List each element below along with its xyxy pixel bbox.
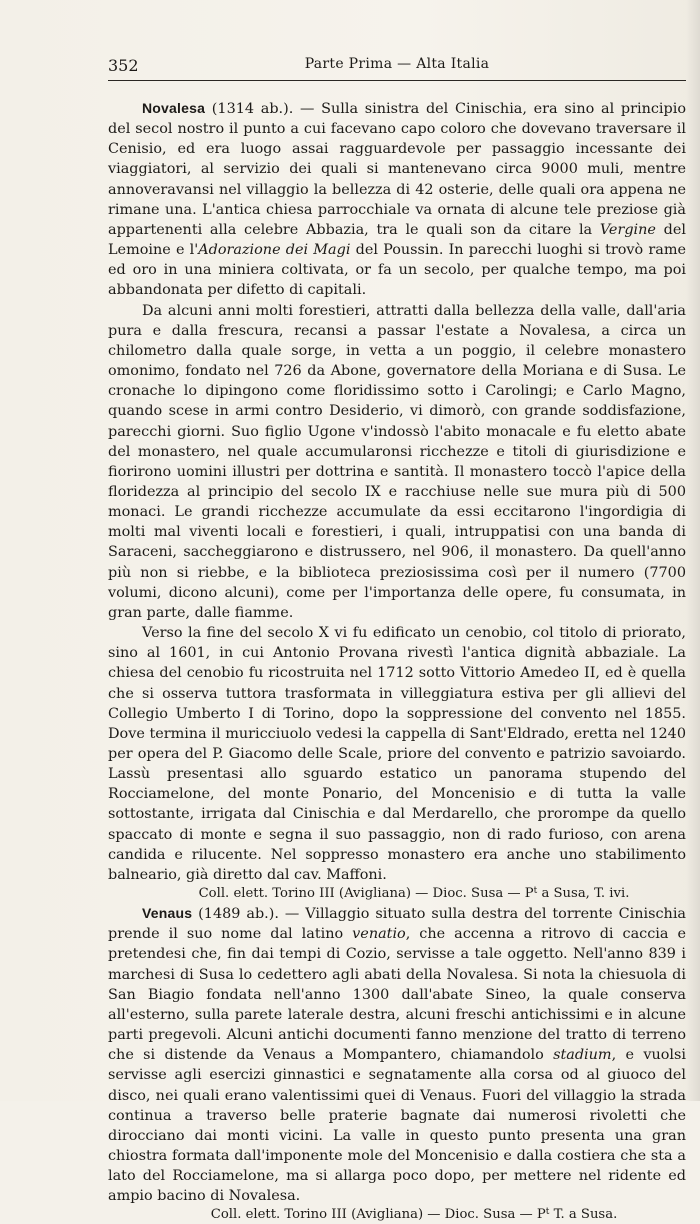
venaus-coll-sup: t <box>545 1207 550 1218</box>
entry-novalesa <box>108 98 686 903</box>
venaus-coll-text-a: Coll. elett. Torino III (Avigliana) — Dioc. Susa — P <box>210 1207 546 1223</box>
novalesa-paragraph-1 <box>108 98 686 301</box>
venaus-p1-stadium: stadium <box>553 1047 612 1064</box>
novalesa-coll-text-b: a Susa, T. ivi. <box>537 886 630 902</box>
novalesa-paragraph-3: Verso la fine del secolo X vi fu edificato un cenobio, col titolo di priorato, sino al 1601, in cui Antonio Provana rivestì l'antica dignità abbaziale. La chiesa del cenobio fu ricostruita nel 1712 sotto Vittorio Amedeo II, ed è quella che si osserva tuttora trasformata in villeggiatura estiva per gli allievi del Collegio Umberto I di Torino, dopo la soppressione del convento nel 1855. Dove termina il muricciuolo vedesi la cappella di Sant'Eldrado, eretta nel 1240 per opera del P. Giacomo delle Scale, priore del convento e patrizio savoiardo. Lassù presentasi allo sguardo estatico un panorama stupendo del Rocciamelone, del monte Ponario, del Moncenisio e di tutta la valle sottostante, irrigata dal Cinischia e dal Merdarello, che prorompe da quello spaccato di monte e segna il suo passaggio, non di rado furioso, con arena candida e rilucente. Nel soppresso monastero era anche uno stabilimento balneario, già diretto dal cav. Maffoni. <box>108 625 686 883</box>
running-title: Parte Prima — Alta Italia <box>304 56 490 72</box>
novalesa-p1-vergine: Vergine <box>599 221 656 238</box>
page-number: 352 <box>108 56 139 75</box>
venaus-p1-venatio: venatio <box>352 926 406 943</box>
venaus-p1-text-a: (1489 ab.). — Villaggio situato sulla destra del torrente Cinischia prende il suo nome dal latino <box>108 906 686 943</box>
entry-venaus <box>108 903 686 1224</box>
novalesa-p1-text-c: del Poussin. In parecchi luoghi si trovò rame ed oro in una miniera coltivata, or fa un secolo, per qualche tempo, ma poi abbandonata per difetto di capitali. <box>108 242 687 299</box>
page-body <box>108 98 686 1224</box>
venaus-headword: Venaus <box>142 905 193 922</box>
venaus-coll-text-b: T. a Susa. <box>549 1207 618 1223</box>
page-edge-shadow <box>686 0 700 1101</box>
venaus-p1-text-b: , che accenna a ritrovo di caccia e pretendesi che, fin dai tempi di Cozio, servisse a tale oggetto. Nell'anno 839 i marchesi di Susa lo cedettero agli abati della Novalesa. Si nota la chiesuola di San Biagio fondata nell'anno 1300 dall'abate Sineo, la quale conserva all'esterno, sulla parete laterale destra, alcuni freschi antichissimi e in alcune parti pregevoli. Alcuni antichi documenti fanno menzione del tratto di terreno che si distende da Venaus a Mompantero, chiamandolo <box>108 926 686 1064</box>
venaus-collegio-line <box>108 1206 686 1224</box>
novalesa-headword: Novalesa <box>142 100 206 116</box>
novalesa-p1-adorazione: Adorazione dei Magi <box>198 242 351 259</box>
venaus-paragraph-1 <box>108 903 686 1206</box>
page-header <box>108 56 686 76</box>
venaus-p1-text-c: , e vuolsi servisse agli esercizi ginnastici e segnatamente alla corsa od al giuoco del disco, nei quali erano valentissimi quei di Venaus. Fuori del villaggio la strada continua a traverso belle praterie bagnate dai numerosi rivoletti che dirocciano dai monti vicini. La valle in questo punto presenta una gran chiostra formata dall'imponente mole del Moncenisio e dalla costiera che sta a lato del Rocciamelone, ma si allarga poco dopo, per mettere nel ridente ed ampio bacino di Novalesa. <box>108 1047 686 1205</box>
header-rule <box>108 80 686 81</box>
novalesa-coll-text-a: Coll. elett. Torino III (Avigliana) — Dioc. Susa — P <box>198 886 534 902</box>
novalesa-collegio-line <box>108 885 686 903</box>
novalesa-p1-text-b: del Lemoine e l' <box>108 221 686 259</box>
novalesa-coll-sup: t <box>533 886 538 897</box>
novalesa-p1-text-a: (1314 ab.). — Sulla sinistra del Cinischia, era sino al principio del secol nostro il punto a cui facevano capo coloro che dovevano traversare il Cenisio, ed era luogo assai ragguardevole per passaggio incessante dei viaggiatori, al servizio dei quali si mantenevano circa 9000 muli, mentre annoveravansi nel villaggio la bellezza di 42 osterie, delle quali ora appena ne rimane una. L'antica chiesa parrocchiale va ornata di alcune tele preziose già appartenenti alla celebre Abbazia, tra le quali son da citare la <box>108 101 686 238</box>
novalesa-paragraph-2: Da alcuni anni molti forestieri, attratti dalla bellezza della valle, dall'aria pura e dalla frescura, recansi a passar l'estate a Novalesa, a circa un chilometro dalla quale sorge, in vetta a un poggio, il celebre monastero omonimo, fondato nel 726 da Abone, governatore della Moriana e di Susa. Le cronache lo dipingono come floridissimo sotto i Carolingi; e Carlo Magno, quando scese in armi contro Desiderio, vi dimorò, con grande soddisfazione, parecchi giorni. Suo figlio Ugone v'indossò l'abito monacale e fu eletto abate del monastero, nel quale accumularonsi ricchezze e titoli di giurisdizione e fiorirono uomini illustri per dottrina e santità. Il monastero toccò l'apice della floridezza al principio del secolo IX e racchiuse nelle sue mura più di 500 monaci. Le grandi ricchezze accumulate da essi eccitarono l'ingordigia di molti mal viventi locali e forestieri, i quali, intruppatisi con una banda di Saraceni, saccheggiarono e distrussero, nel 906, il monastero. Da quell'anno più non si riebbe, e la biblioteca preziosissima così per il numero (7700 volumi, dicono alcuni), come per l'importanza delle opere, fu consumata, in gran parte, dalle fiamme. <box>108 302 686 621</box>
